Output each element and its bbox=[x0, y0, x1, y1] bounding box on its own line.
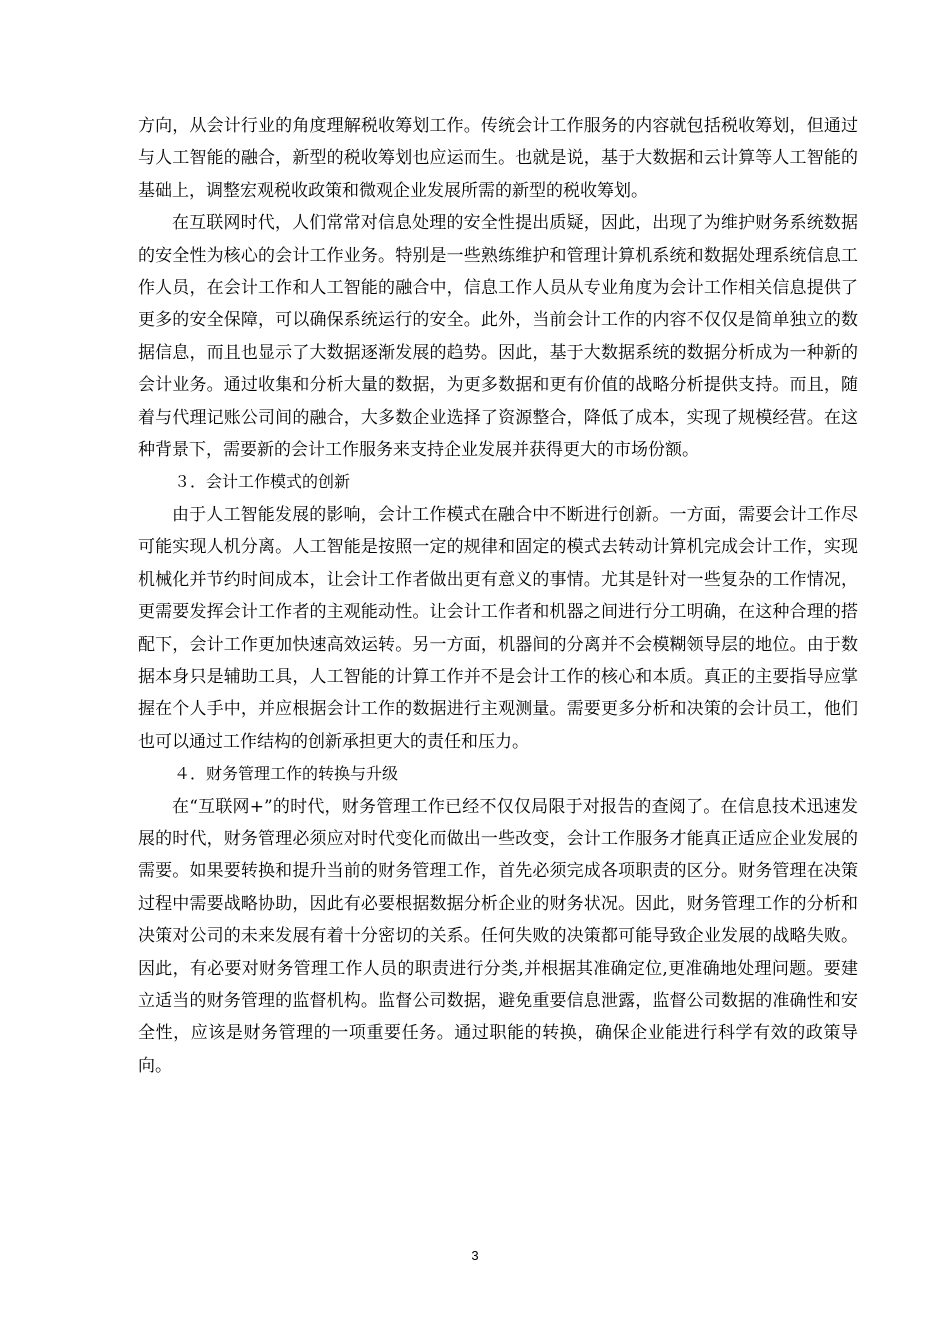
paragraph-information-security: 在互联网时代，人们常常对信息处理的安全性提出质疑，因此，出现了为维护财务系统数据的安全性为核心的会计工作业务。特别是一些熟练维护和管理计算机系统和数据处理系统信息工作人员，在会计工作和人工智能的融合中，信息工作人员从专业角度为会计工作相关信息提供了更多的安全保障，可以确保系统运行的安全。此外，当前会计工作的内容不仅仅是简单独立的数据信息，而且也显示了大数据逐渐发展的趋势。因此，基于大数据系统的数据分析成为一种新的会计业务。通过收集和分析大量的数据，为更多数据和更有价值的战略分析提供支持。而且，随着与代理记账公司间的融合，大多数企业选择了资源整合，降低了成本，实现了规模经营。在这种背景下，需要新的会计工作服务来支持企业发展并获得更大的市场份额。 bbox=[138, 213, 858, 461]
section-heading-3: ３．会计工作模式的创新 bbox=[174, 472, 351, 492]
document-body bbox=[138, 110, 858, 1082]
paragraph-tax-planning-continued: 方向，从会计行业的角度理解税收筹划工作。传统会计工作服务的内容就包括税收筹划，但通过与人工智能的融合，新型的税收筹划也应运而生。也就是说，基于大数据和云计算等人工智能的基础上，调整宏观税收政策和微观企业发展所需的新型的税收筹划。 bbox=[138, 116, 858, 201]
page-number: 3 bbox=[471, 1248, 479, 1263]
paragraph-financial-management-upgrade: 在“互联网+”的时代，财务管理工作已经不仅仅局限于对报告的查阅了。在信息技术迅速发展的时代，财务管理必须应对时代变化而做出一些改变，会计工作服务才能真正适应企业发展的需要。如果要转换和提升当前的财务管理工作，首先必须完成各项职责的区分。财务管理在决策过程中需要战略协助，因此有必要根据数据分析企业的财务状况。因此，财务管理工作的分析和决策对公司的未来发展有着十分密切的关系。任何失败的决策都可能导致企业发展的战略失败。因此，有必要对财务管理工作人员的职责进行分类,并根据其准确定位,更准确地处理问题。要建立适当的财务管理的监督机构。监督公司数据，避免重要信息泄露，监督公司数据的准确性和安全性，应该是财务管理的一项重要任务。通过职能的转换，确保企业能进行科学有效的政策导向。 bbox=[138, 796, 858, 1076]
paragraph-work-mode-innovation: 由于人工智能发展的影响，会计工作模式在融合中不断进行创新。一方面，需要会计工作尽可能实现人机分离。人工智能是按照一定的规律和固定的模式去转动计算机完成会计工作，实现机械化并节约时间成本，让会计工作者做出更有意义的事情。尤其是针对一些复杂的工作情况，更需要发挥会计工作者的主观能动性。让会计工作者和机器之间进行分工明确，在这种合理的搭配下，会计工作更加快速高效运转。另一方面，机器间的分离并不会模糊领导层的地位。由于数据本身只是辅助工具，人工智能的计算工作并不是会计工作的核心和本质。真正的主要指导应掌握在个人手中，并应根据会计工作的数据进行主观测量。需要更多分析和决策的会计员工，他们也可以通过工作结构的创新承担更大的责任和压力。 bbox=[138, 504, 858, 752]
section-heading-4: ４．财务管理工作的转换与升级 bbox=[174, 764, 399, 784]
